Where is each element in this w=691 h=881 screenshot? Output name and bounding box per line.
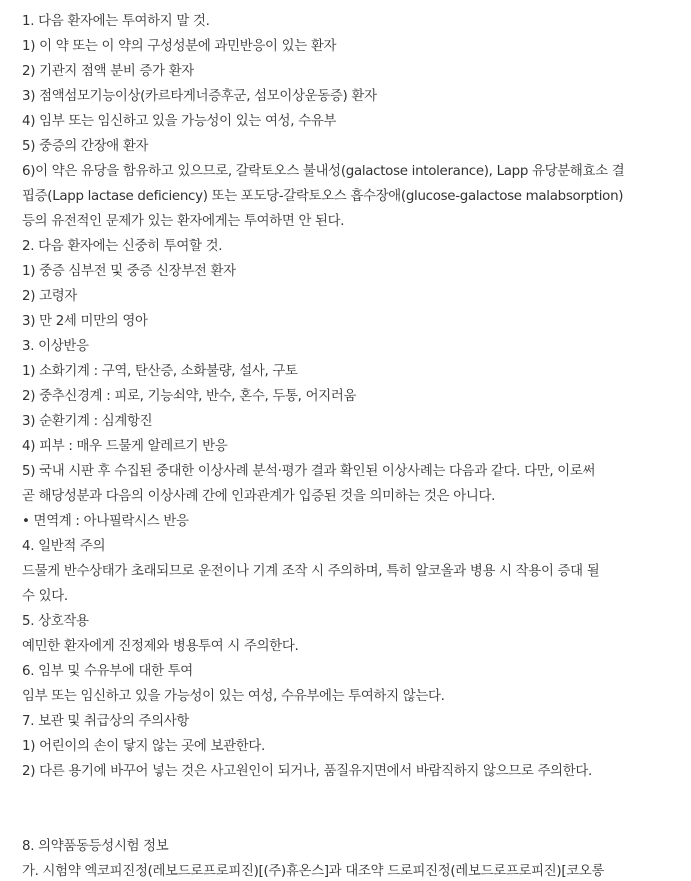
text-line: 5) 국내 시판 후 수집된 중대한 이상사례 분석·평가 결과 확인된 이상사례는 다음과 같다. 다만, 이로써 <box>22 464 596 479</box>
text-line: 6)이 약은 유당을 함유하고 있으므로, 갈락토오스 불내성(galactose intolerance), Lapp 유당분해효소 결 <box>22 164 625 179</box>
text-line: 1. 다음 환자에는 투여하지 말 것. <box>22 14 210 29</box>
text-line: 곧 해당성분과 다음의 이상사례 간에 인과관계가 입증된 것을 의미하는 것은 아니다. <box>22 489 496 504</box>
text-line: 4) 피부 : 매우 드물게 알레르기 반응 <box>22 439 228 454</box>
text-line: 4. 일반적 주의 <box>22 539 106 554</box>
text-line: 5. 상호작용 <box>22 614 89 629</box>
blank-gap <box>22 784 683 834</box>
document-lines <box>22 9 683 784</box>
text-line: 1) 중증 심부전 및 중증 신장부전 환자 <box>22 264 236 279</box>
text-line: 수 있다. <box>22 589 68 604</box>
document-lines-after-gap <box>22 834 683 881</box>
text-line: 6. 임부 및 수유부에 대한 투여 <box>22 664 193 679</box>
text-line: 1) 이 약 또는 이 약의 구성성분에 과민반응이 있는 환자 <box>22 39 337 54</box>
text-line: 3) 순환기계 : 심계항진 <box>22 414 153 429</box>
text-line: 예민한 환자에게 진정제와 병용투여 시 주의한다. <box>22 639 299 654</box>
text-line: 핍증(Lapp lactase deficiency) 또는 포도당-갈락토오스 흡수장애(glucose-galactose malabsorption) <box>22 189 624 204</box>
text-line: 가. 시험약 엑코피진정(레보드로프로피진)[(주)휴온스]과 대조약 드로피진정(레보드로프로피진)[코오롱 <box>22 864 605 879</box>
text-line: 2) 중추신경계 : 피로, 기능쇠약, 반수, 혼수, 두통, 어지러움 <box>22 389 357 404</box>
text-line: 7. 보관 및 취급상의 주의사항 <box>22 714 189 729</box>
text-line: 4) 임부 또는 임신하고 있을 가능성이 있는 여성, 수유부 <box>22 114 337 129</box>
text-line: 1) 소화기계 : 구역, 탄산증, 소화불량, 설사, 구토 <box>22 364 298 379</box>
text-line: 2. 다음 환자에는 신중히 투여할 것. <box>22 239 223 254</box>
text-line: 5) 중증의 간장애 환자 <box>22 139 149 154</box>
text-line: 8. 의약품동등성시험 정보 <box>22 839 169 854</box>
text-line: 임부 또는 임신하고 있을 가능성이 있는 여성, 수유부에는 투여하지 않는다. <box>22 689 445 704</box>
text-line: 1) 어린이의 손이 닿지 않는 곳에 보관한다. <box>22 739 266 754</box>
text-line: 3) 점액섬모기능이상(카르타게너증후군, 섬모이상운동증) 환자 <box>22 89 377 104</box>
text-line: 2) 다른 용기에 바꾸어 넣는 것은 사고원인이 되거나, 품질유지면에서 바람직하지 않으므로 주의한다. <box>22 764 592 779</box>
text-line: • 면역계 : 아나필락시스 반응 <box>22 514 189 529</box>
text-line: 3. 이상반응 <box>22 339 89 354</box>
text-line: 등의 유전적인 문제가 있는 환자에게는 투여하면 안 된다. <box>22 214 345 229</box>
text-line: 2) 기관지 점액 분비 증가 환자 <box>22 64 194 79</box>
text-line: 드물게 반수상태가 초래되므로 운전이나 기계 조작 시 주의하며, 특히 알코올과 병용 시 작용이 증대 될 <box>22 564 600 579</box>
text-line: 3) 만 2세 미만의 영아 <box>22 314 148 329</box>
text-line: 2) 고령자 <box>22 289 78 304</box>
